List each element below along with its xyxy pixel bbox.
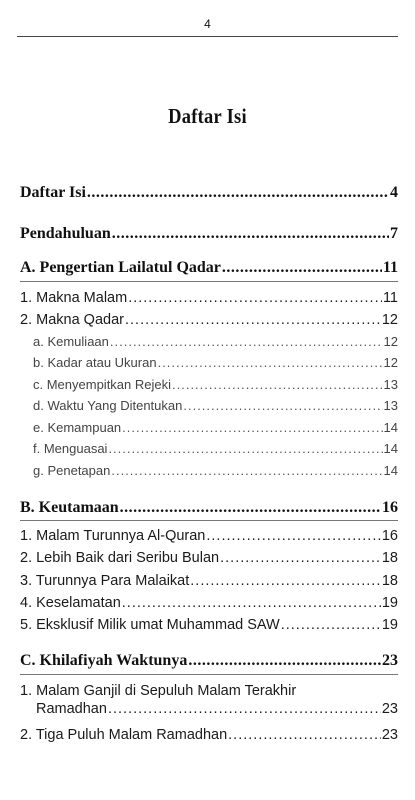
toc-item[interactable] [20,528,398,544]
toc-item-page: 11 [382,290,398,306]
toc-subitem-page: 12 [383,355,398,370]
toc-section-c[interactable] [20,652,398,670]
page-number: 4 [204,17,211,31]
toc-item-page: 23 [381,727,398,743]
toc-item-label: 1. Malam Turunnya Al-Quran [20,528,206,544]
toc-item-page: 16 [381,528,398,544]
leader-dots [128,290,382,306]
leader-dots [120,499,381,517]
toc-subitem-label: d. Waktu Yang Ditentukan [33,398,183,413]
toc-item-label: 2. Tiga Puluh Malam Ramadhan [20,727,228,743]
toc-entry-pendahuluan[interactable] [20,225,398,243]
leader-dots [122,595,381,611]
toc-item[interactable] [20,595,398,611]
toc-item-label: 5. Eksklusif Milik umat Muhammad SAW [20,617,280,633]
toc-section-a[interactable] [20,259,398,277]
leader-dots [110,334,383,349]
toc-entry-label: Pendahuluan [20,225,111,242]
leader-dots [122,420,382,435]
toc-item[interactable] [20,290,398,306]
toc-item[interactable] [20,617,398,633]
toc-subitem-label: c. Menyempitkan Rejeki [33,377,171,392]
toc-section-b[interactable] [20,499,398,517]
toc-subitem-page: 12 [383,334,398,349]
leader-dots [108,441,382,456]
leader-dots [206,528,380,544]
leader-dots [111,463,382,478]
toc-subitem[interactable] [33,334,398,349]
toc-subitem-label: f. Menguasai [33,441,108,456]
leader-dots [108,701,381,717]
leader-dots [112,225,389,243]
toc-entry-label: B. Keutamaan [20,499,119,516]
page-title: Daftar Isi [168,104,247,128]
toc-entry-label: C. Khilafiyah Waktunya [20,652,188,669]
toc-item[interactable] [20,573,398,589]
leader-dots [220,550,381,566]
toc-item-label-line2: Ramadhan [36,701,107,717]
toc-subitem-page: 14 [383,463,398,478]
leader-dots [158,355,383,370]
toc-item-label: 4. Keselamatan [20,595,121,611]
toc-subitem-page: 14 [383,441,398,456]
leader-dots [281,617,381,633]
toc-entry-daftar-isi[interactable] [20,184,398,202]
toc-subitem[interactable] [33,420,398,435]
toc-item[interactable] [20,550,398,566]
toc-item-page: 19 [381,617,398,633]
toc-subitem[interactable] [33,377,398,392]
toc-subitem-label: g. Penetapan [33,463,111,478]
toc-subitem-page: 13 [383,398,398,413]
toc-subitem-page: 14 [383,420,398,435]
leader-dots [188,652,381,670]
toc-item-label: 2. Makna Qadar [20,312,124,328]
toc-item-page: 18 [381,573,398,589]
toc-item-page: 23 [381,701,398,717]
page-header [17,14,398,37]
section-divider [20,674,398,675]
toc-item-label: 3. Turunnya Para Malaikat [20,573,190,589]
toc-subitem[interactable] [33,463,398,478]
toc-entry-page: 16 [382,499,398,516]
leader-dots [190,573,381,589]
toc-subitem-label: b. Kadar atau Ukuran [33,355,157,370]
toc-item-label: 1. Makna Malam [20,290,128,306]
toc-subitem[interactable] [33,398,398,413]
leader-dots [125,312,381,328]
toc-subitem[interactable] [33,441,398,456]
section-divider [20,281,398,282]
toc-entry-page: 7 [390,225,398,242]
toc-item-label-line1: 1. Malam Ganjil di Sepuluh Malam Terakhir [20,683,297,699]
section-divider [20,520,398,521]
leader-dots [87,184,389,202]
toc-entry-page: 4 [390,184,398,201]
toc-entry-page: 11 [382,259,398,276]
toc-subitem-label: a. Kemuliaan [33,334,109,349]
toc-item-page: 18 [381,550,398,566]
toc-item[interactable] [20,727,398,743]
toc-item-page: 12 [381,312,398,328]
leader-dots [172,377,383,392]
toc-item[interactable] [20,683,398,717]
toc-subitem-page: 13 [383,377,398,392]
toc-subitem[interactable] [33,355,398,370]
toc-subitem-label: e. Kemampuan [33,420,122,435]
toc-item-page: 19 [381,595,398,611]
leader-dots [222,259,382,277]
leader-dots [183,398,382,413]
toc-item-continuation [36,701,398,717]
toc-item-label: 2. Lebih Baik dari Seribu Bulan [20,550,220,566]
leader-dots [228,727,381,743]
toc-entry-label: Daftar Isi [20,184,86,201]
toc-entry-page: 23 [382,652,398,669]
toc-item[interactable] [20,312,398,328]
toc-entry-label: A. Pengertian Lailatul Qadar [20,259,221,276]
